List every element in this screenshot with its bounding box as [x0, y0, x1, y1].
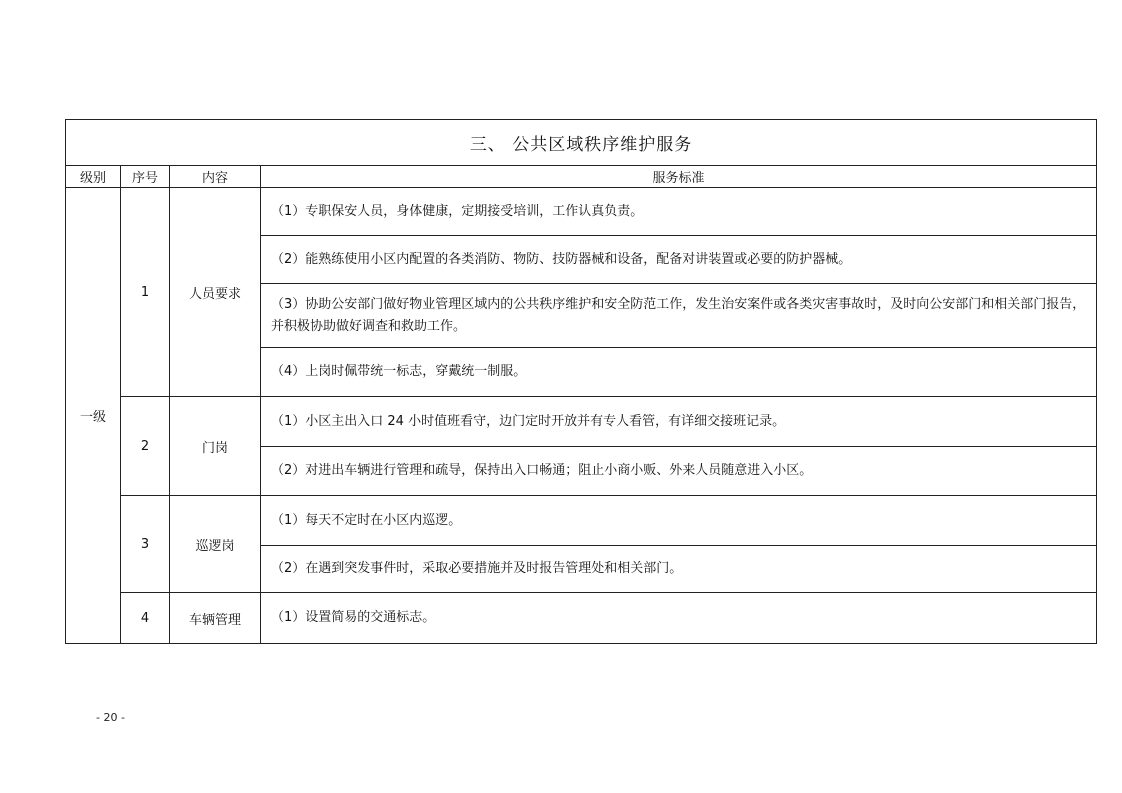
standard-item: （4）上岗时佩带统一标志，穿戴统一制服。: [261, 348, 1097, 397]
header-content: 内容: [170, 166, 261, 188]
standard-item: （1）小区主出入口 24 小时值班看守，边门定时开放并有专人看管，有详细交接班记录。: [261, 397, 1097, 447]
service-standard-table: [65, 119, 1097, 644]
standard-item: （2）在遇到突发事件时，采取必要措施并及时报告管理处和相关部门。: [261, 546, 1097, 593]
table-title: 三、 公共区域秩序维护服务: [66, 120, 1097, 166]
table-row: [66, 188, 1097, 236]
header-level: 级别: [66, 166, 121, 188]
standard-item: （1）专职保安人员，身体健康，定期接受培训，工作认真负责。: [261, 188, 1097, 236]
content-cell: 巡逻岗: [170, 496, 261, 593]
seq-cell: 2: [121, 397, 170, 496]
seq-cell: 3: [121, 496, 170, 593]
page-number: - 20 -: [96, 711, 125, 724]
standard-item: （2）对进出车辆进行管理和疏导，保持出入口畅通；阻止小商小贩、外来人员随意进入小区。: [261, 447, 1097, 496]
header-standard: 服务标准: [261, 166, 1097, 188]
seq-cell: 1: [121, 188, 170, 397]
content-cell: 人员要求: [170, 188, 261, 397]
content-cell: 车辆管理: [170, 593, 261, 644]
standard-item: （1）每天不定时在小区内巡逻。: [261, 496, 1097, 546]
table-row: [66, 593, 1097, 644]
standard-item: （2）能熟练使用小区内配置的各类消防、物防、技防器械和设备，配备对讲装置或必要的防护器械。: [261, 236, 1097, 284]
header-seq: 序号: [121, 166, 170, 188]
level-cell: 一级: [66, 188, 121, 644]
header-row: [66, 166, 1097, 188]
content-cell: 门岗: [170, 397, 261, 496]
table-row: [66, 496, 1097, 546]
table-row: [66, 397, 1097, 447]
standard-item: （1）设置简易的交通标志。: [261, 593, 1097, 644]
seq-cell: 4: [121, 593, 170, 644]
standard-item: （3）协助公安部门做好物业管理区域内的公共秩序维护和安全防范工作，发生治安案件或各类灾害事故时，及时向公安部门和相关部门报告，并积极协助做好调查和救助工作。: [261, 284, 1097, 348]
